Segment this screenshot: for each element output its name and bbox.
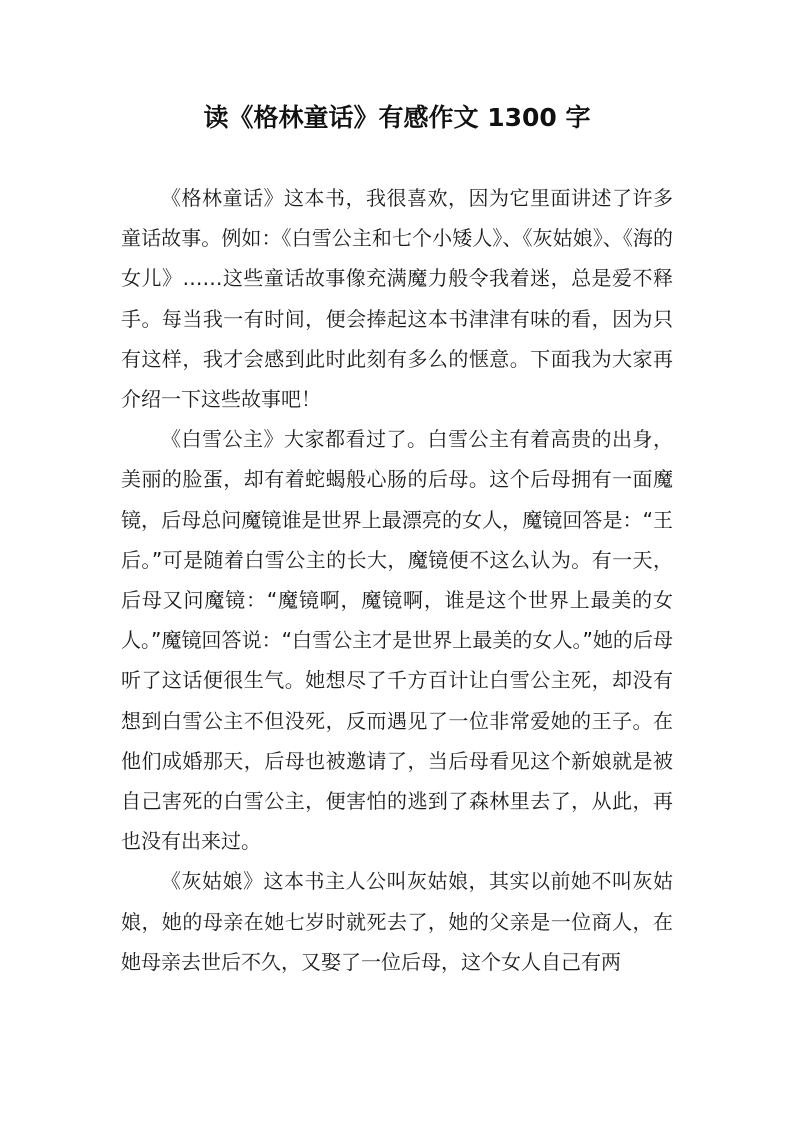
paragraph-intro: 《格林童话》这本书，我很喜欢，因为它里面讲述了许多童话故事。例如：《白雪公主和七个小矮人》、《灰姑娘》、《海的女儿》……这些童话故事像充满魔力般令我着迷，总是爱不释手。每当我一有时间，便会捧起这本书津津有味的看，因为只有这样，我才会感到此时此刻有多么的惬意。下面我为大家再介绍一下这些故事吧！ [121, 186, 673, 412]
paragraph-snow-white: 《白雪公主》大家都看过了。白雪公主有着高贵的出身，美丽的脸蛋，却有着蛇蝎般心肠的后母。这个后母拥有一面魔镜，后母总问魔镜谁是世界上最漂亮的女人，魔镜回答是：“王后。”可是随着白雪公主的长大，魔镜便不这么认为。有一天，后母又问魔镜：“魔镜啊，魔镜啊，谁是这个世界上最美的女人。”魔镜回答说：“白雪公主才是世界上最美的女人。”她的后母听了这话便很生气。她想尽了千方百计让白雪公主死，却没有想到白雪公主不但没死，反而遇见了一位非常爱她的王子。在他们成婚那天，后母也被邀请了，当后母看见这个新娘就是被自己害死的白雪公主，便害怕的逃到了森林里去了，从此，再也没有出来过。 [121, 427, 673, 854]
paragraph-cinderella: 《灰姑娘》这本书主人公叫灰姑娘，其实以前她不叫灰姑娘，她的母亲在她七岁时就死去了，她的父亲是一位商人，在她母亲去世后不久，又娶了一位后母，这个女人自己有两 [121, 869, 673, 974]
document-title: 读《格林童话》有感作文 1300 字 [203, 103, 591, 132]
document-body [121, 178, 673, 982]
